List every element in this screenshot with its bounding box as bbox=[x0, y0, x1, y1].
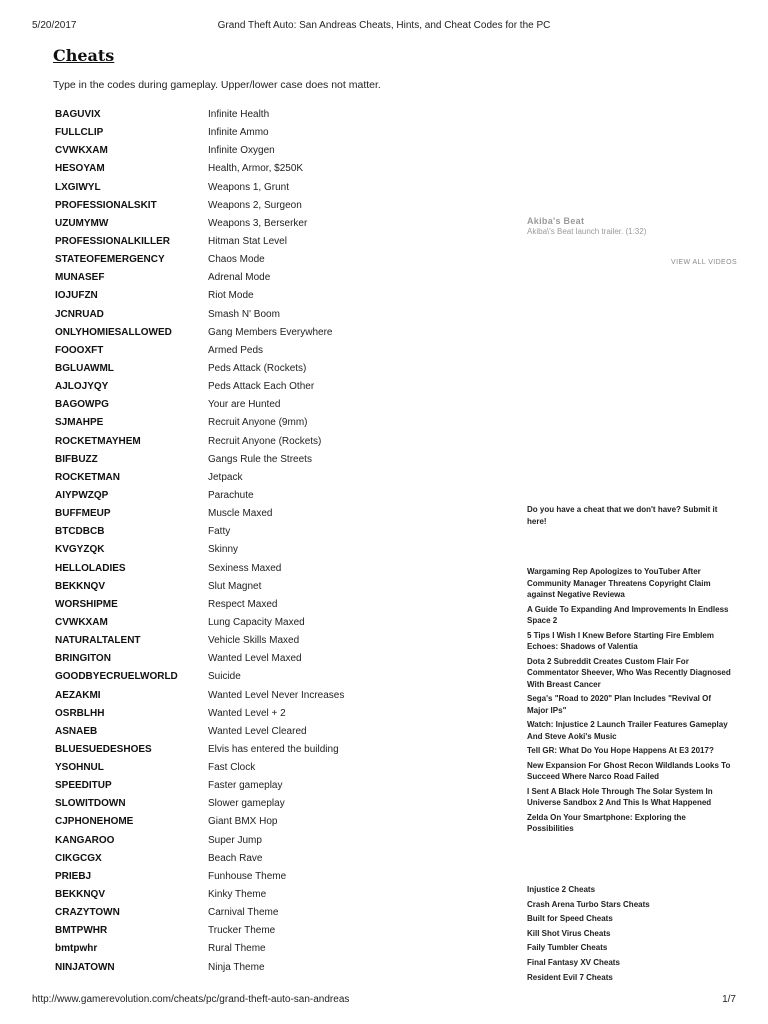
cheat-row bbox=[55, 777, 365, 795]
news-list bbox=[527, 566, 732, 838]
cheat-code: BEKKNQV bbox=[55, 889, 106, 901]
related-cheat-link[interactable]: Final Fantasy XV Cheats bbox=[527, 957, 620, 967]
cheat-effect: Gangs Rule the Streets bbox=[208, 453, 312, 465]
cheat-effect: Wanted Level Never Increases bbox=[208, 689, 345, 701]
cheat-effect: Elvis has entered the building bbox=[208, 743, 339, 755]
cheat-effect: Hitman Stat Level bbox=[208, 235, 287, 247]
cheat-code: BAGUVIX bbox=[55, 109, 101, 120]
cheat-code: NATURALTALENT bbox=[55, 635, 141, 647]
news-link[interactable]: Wargaming Rep Apologizes to YouTuber After Community Manager Threatens Copyright Claim against Negative Reviewa bbox=[527, 567, 711, 599]
cheat-effect: Infinite Oxygen bbox=[208, 145, 275, 157]
cheat-effect: Ninja Theme bbox=[208, 961, 265, 973]
news-link[interactable]: Tell GR: What Do You Hope Happens At E3 2017? bbox=[527, 746, 714, 755]
related-cheat-link[interactable]: Built for Speed Cheats bbox=[527, 914, 613, 924]
news-link[interactable]: A Guide To Expanding And Improvements In Endless Space 2 bbox=[527, 604, 729, 625]
cheat-row bbox=[55, 469, 365, 487]
cheat-effect: Weapons 3, Berserker bbox=[208, 217, 308, 229]
cheat-row bbox=[55, 505, 365, 523]
cheat-effect: Skinny bbox=[208, 544, 239, 556]
cheat-effect: Peds Attack Each Other bbox=[208, 381, 315, 393]
cheat-code: BAGOWPG bbox=[55, 399, 109, 411]
page-title: Cheats bbox=[53, 46, 115, 65]
cheat-code: KANGAROO bbox=[55, 834, 115, 846]
cheat-row bbox=[55, 160, 365, 178]
cheat-row bbox=[55, 124, 365, 142]
cheat-effect: Fast Clock bbox=[208, 762, 256, 774]
cheat-row bbox=[55, 687, 365, 705]
cheat-row bbox=[55, 886, 365, 904]
cheats-intro-text: Type in the codes during gameplay. Upper/lower case does not matter. bbox=[53, 79, 381, 91]
video-caption: Akiba\'s Beat launch trailer. (1:32) bbox=[527, 227, 647, 236]
cheat-code: UZUMYMW bbox=[55, 217, 109, 229]
print-footer bbox=[0, 994, 768, 1008]
cheat-effect: Weapons 1, Grunt bbox=[208, 181, 289, 193]
cheat-code: OSRBLHH bbox=[55, 707, 105, 719]
cheat-effect: Adrenal Mode bbox=[208, 272, 271, 284]
cheat-code: HELLOLADIES bbox=[55, 562, 126, 574]
cheat-code: SLOWITDOWN bbox=[55, 798, 126, 810]
cheat-effect: Giant BMX Hop bbox=[208, 816, 278, 828]
cheat-code: NINJATOWN bbox=[55, 961, 115, 973]
cheat-effect: Respect Maxed bbox=[208, 598, 278, 610]
cheat-row bbox=[55, 215, 365, 233]
cheat-code: IOJUFZN bbox=[55, 290, 98, 302]
cheat-row bbox=[55, 396, 365, 414]
cheat-effect: Kinky Theme bbox=[208, 889, 267, 901]
video-widget[interactable] bbox=[527, 216, 737, 236]
video-title[interactable]: Akiba's Beat bbox=[527, 216, 585, 226]
submit-cheat-link[interactable]: Do you have a cheat that we don't have? Submit it here! bbox=[527, 505, 718, 526]
cheat-row bbox=[55, 632, 365, 650]
related-cheat-link[interactable]: Crash Arena Turbo Stars Cheats bbox=[527, 899, 650, 909]
cheat-code: PROFESSIONALKILLER bbox=[55, 235, 171, 247]
related-cheat-link[interactable]: Kill Shot Virus Cheats bbox=[527, 928, 611, 938]
cheat-code: WORSHIPME bbox=[55, 598, 118, 610]
related-cheats-list bbox=[527, 884, 732, 986]
cheat-code: ROCKETMAYHEM bbox=[55, 435, 141, 447]
cheat-row bbox=[55, 324, 365, 342]
cheat-code: HESOYAM bbox=[55, 163, 105, 175]
news-link[interactable]: Dota 2 Subreddit Creates Custom Flair For Commentator Sheever, Who Was Recently Diagnosed With Breast Cancer bbox=[527, 656, 731, 689]
print-url: http://www.gamerevolution.com/cheats/pc/grand-theft-auto-san-andreas bbox=[32, 994, 350, 1005]
cheat-row bbox=[55, 342, 365, 360]
cheat-code: CVWKXAM bbox=[55, 145, 108, 157]
cheat-code: ONLYHOMIESALLOWED bbox=[55, 326, 172, 338]
cheat-code: BUFFMEUP bbox=[55, 508, 111, 520]
print-page-title: Grand Theft Auto: San Andreas Cheats, Hints, and Cheat Codes for the PC bbox=[217, 20, 551, 31]
cheat-row bbox=[55, 741, 365, 759]
cheat-row bbox=[55, 596, 365, 614]
cheat-effect: Infinite Ammo bbox=[208, 127, 269, 139]
print-page-number: 1/7 bbox=[722, 994, 736, 1005]
cheat-code: BTCDBCB bbox=[55, 526, 105, 538]
cheat-code: YSOHNUL bbox=[55, 762, 104, 774]
cheat-code: CVWKXAM bbox=[55, 616, 108, 628]
cheat-row bbox=[55, 868, 365, 886]
related-cheat-link[interactable]: Injustice 2 Cheats bbox=[527, 885, 596, 894]
cheat-row bbox=[55, 959, 365, 977]
cheat-code: CRAZYTOWN bbox=[55, 907, 120, 919]
cheat-code: SPEEDITUP bbox=[55, 780, 112, 792]
cheat-effect: Funhouse Theme bbox=[208, 870, 287, 882]
cheat-effect: Recruit Anyone (9mm) bbox=[208, 417, 308, 429]
cheat-effect: Sexiness Maxed bbox=[208, 562, 282, 574]
cheat-row bbox=[55, 578, 365, 596]
cheat-code: AEZAKMI bbox=[55, 689, 101, 701]
cheat-row bbox=[55, 668, 365, 686]
cheat-effect: Smash N' Boom bbox=[208, 308, 280, 320]
cheat-effect: Slut Magnet bbox=[208, 580, 262, 592]
cheat-row bbox=[55, 487, 365, 505]
cheat-row bbox=[55, 850, 365, 868]
cheat-row bbox=[55, 414, 365, 432]
cheat-code: ROCKETMAN bbox=[55, 471, 120, 483]
cheat-effect: Weapons 2, Surgeon bbox=[208, 199, 302, 211]
print-header bbox=[0, 20, 768, 34]
cheat-effect: Parachute bbox=[208, 489, 254, 501]
cheat-row bbox=[55, 795, 365, 813]
cheat-row bbox=[55, 179, 365, 197]
cheat-row bbox=[55, 614, 365, 632]
cheat-row bbox=[55, 922, 365, 940]
cheat-effect: Slower gameplay bbox=[208, 798, 285, 810]
cheat-effect: Wanted Level Cleared bbox=[208, 725, 307, 737]
cheat-code: STATEOFEMERGENCY bbox=[55, 254, 165, 266]
cheat-row bbox=[55, 541, 365, 559]
cheat-row bbox=[55, 106, 365, 124]
cheat-row bbox=[55, 360, 365, 378]
cheat-row bbox=[55, 269, 365, 287]
cheat-code: LXGIWYL bbox=[55, 181, 101, 193]
cheat-code: BMTPWHR bbox=[55, 925, 108, 937]
cheat-effect: Wanted Level Maxed bbox=[208, 653, 302, 665]
cheat-code: GOODBYECRUELWORLD bbox=[55, 671, 178, 683]
cheat-table bbox=[55, 106, 365, 977]
cheat-row bbox=[55, 197, 365, 215]
cheat-effect: Jetpack bbox=[208, 471, 243, 483]
cheat-effect: Carnival Theme bbox=[208, 907, 279, 919]
cheat-row bbox=[55, 705, 365, 723]
cheat-code: BIFBUZZ bbox=[55, 453, 98, 465]
cheat-effect: Suicide bbox=[208, 671, 241, 683]
cheat-row bbox=[55, 142, 365, 160]
cheat-code: SJMAHPE bbox=[55, 417, 104, 429]
print-date: 5/20/2017 bbox=[32, 20, 77, 31]
cheat-effect: Beach Rave bbox=[208, 852, 263, 864]
cheat-row bbox=[55, 832, 365, 850]
cheat-effect: Gang Members Everywhere bbox=[208, 326, 333, 338]
cheat-row bbox=[55, 759, 365, 777]
cheat-code: MUNASEF bbox=[55, 272, 105, 284]
cheat-effect: Super Jump bbox=[208, 834, 262, 846]
news-link[interactable]: Sega's "Road to 2020" Plan Includes "Revival Of Major IPs" bbox=[527, 694, 712, 715]
cheat-row bbox=[55, 813, 365, 831]
cheat-effect: Riot Mode bbox=[208, 290, 254, 302]
cheat-effect: Faster gameplay bbox=[208, 780, 283, 792]
cheat-code: bmtpwhr bbox=[55, 943, 98, 955]
cheat-effect: Armed Peds bbox=[208, 344, 264, 356]
cheat-code: KVGYZQK bbox=[55, 544, 105, 556]
news-link[interactable]: 5 Tips I Wish I Knew Before Starting Fire Emblem Echoes: Shadows of Valentia bbox=[527, 630, 714, 651]
cheat-row bbox=[55, 560, 365, 578]
cheat-row bbox=[55, 433, 365, 451]
cheat-code: ASNAEB bbox=[55, 725, 98, 737]
cheat-code: PROFESSIONALSKIT bbox=[55, 199, 157, 211]
view-all-videos-link[interactable]: VIEW ALL VIDEOS bbox=[671, 259, 738, 266]
cheat-effect: Lung Capacity Maxed bbox=[208, 616, 305, 628]
cheat-effect: Health, Armor, $250K bbox=[208, 163, 304, 175]
cheat-effect: Peds Attack (Rockets) bbox=[208, 362, 307, 374]
cheat-code: AJLOJYQY bbox=[55, 381, 109, 393]
news-link[interactable]: Zelda On Your Smartphone: Exploring the Possibilities bbox=[527, 812, 686, 833]
cheat-row bbox=[55, 723, 365, 741]
cheat-effect: Recruit Anyone (Rockets) bbox=[208, 435, 322, 447]
cheat-code: CIKGCGX bbox=[55, 852, 102, 864]
related-cheat-link[interactable]: Faily Tumbler Cheats bbox=[527, 943, 608, 953]
cheat-row bbox=[55, 306, 365, 324]
cheat-effect: Fatty bbox=[208, 526, 231, 538]
cheat-effect: Vehicle Skills Maxed bbox=[208, 635, 300, 647]
news-link[interactable]: I Sent A Black Hole Through The Solar System In Universe Sandbox 2 And This Is What Happened bbox=[527, 786, 713, 807]
cheat-row bbox=[55, 523, 365, 541]
cheat-effect: Muscle Maxed bbox=[208, 508, 273, 520]
news-link[interactable]: New Expansion For Ghost Recon Wildlands Looks To Succeed Where Narco Road Failed bbox=[527, 760, 731, 781]
cheat-effect: Wanted Level + 2 bbox=[208, 707, 286, 719]
related-cheat-link[interactable]: Resident Evil 7 Cheats bbox=[527, 972, 613, 982]
cheat-row bbox=[55, 904, 365, 922]
cheat-code: FULLCLIP bbox=[55, 127, 104, 139]
cheat-code: BGLUAWML bbox=[55, 362, 114, 374]
cheat-row bbox=[55, 650, 365, 668]
cheat-code: FOOOXFT bbox=[55, 344, 104, 356]
cheat-row bbox=[55, 287, 365, 305]
cheat-effect: Rural Theme bbox=[208, 943, 266, 955]
cheat-effect: Trucker Theme bbox=[208, 925, 276, 937]
cheat-code: JCNRUAD bbox=[55, 308, 104, 320]
news-link[interactable]: Watch: Injustice 2 Launch Trailer Features Gameplay And Steve Aoki's Music bbox=[527, 720, 728, 741]
cheat-effect: Your are Hunted bbox=[208, 399, 281, 411]
cheat-row bbox=[55, 940, 365, 958]
cheat-row bbox=[55, 378, 365, 396]
cheat-effect: Chaos Mode bbox=[208, 254, 265, 266]
cheat-code: BLUESUEDESHOES bbox=[55, 743, 152, 755]
cheat-code: PRIEBJ bbox=[55, 870, 92, 882]
cheat-code: BRINGITON bbox=[55, 653, 111, 665]
cheat-row bbox=[55, 451, 365, 469]
cheat-effect: Infinite Health bbox=[208, 109, 270, 120]
cheat-code: CJPHONEHOME bbox=[55, 816, 134, 828]
cheat-code: BEKKNQV bbox=[55, 580, 106, 592]
cheat-row bbox=[55, 233, 365, 251]
cheat-code: AIYPWZQP bbox=[55, 489, 109, 501]
cheat-row bbox=[55, 251, 365, 269]
